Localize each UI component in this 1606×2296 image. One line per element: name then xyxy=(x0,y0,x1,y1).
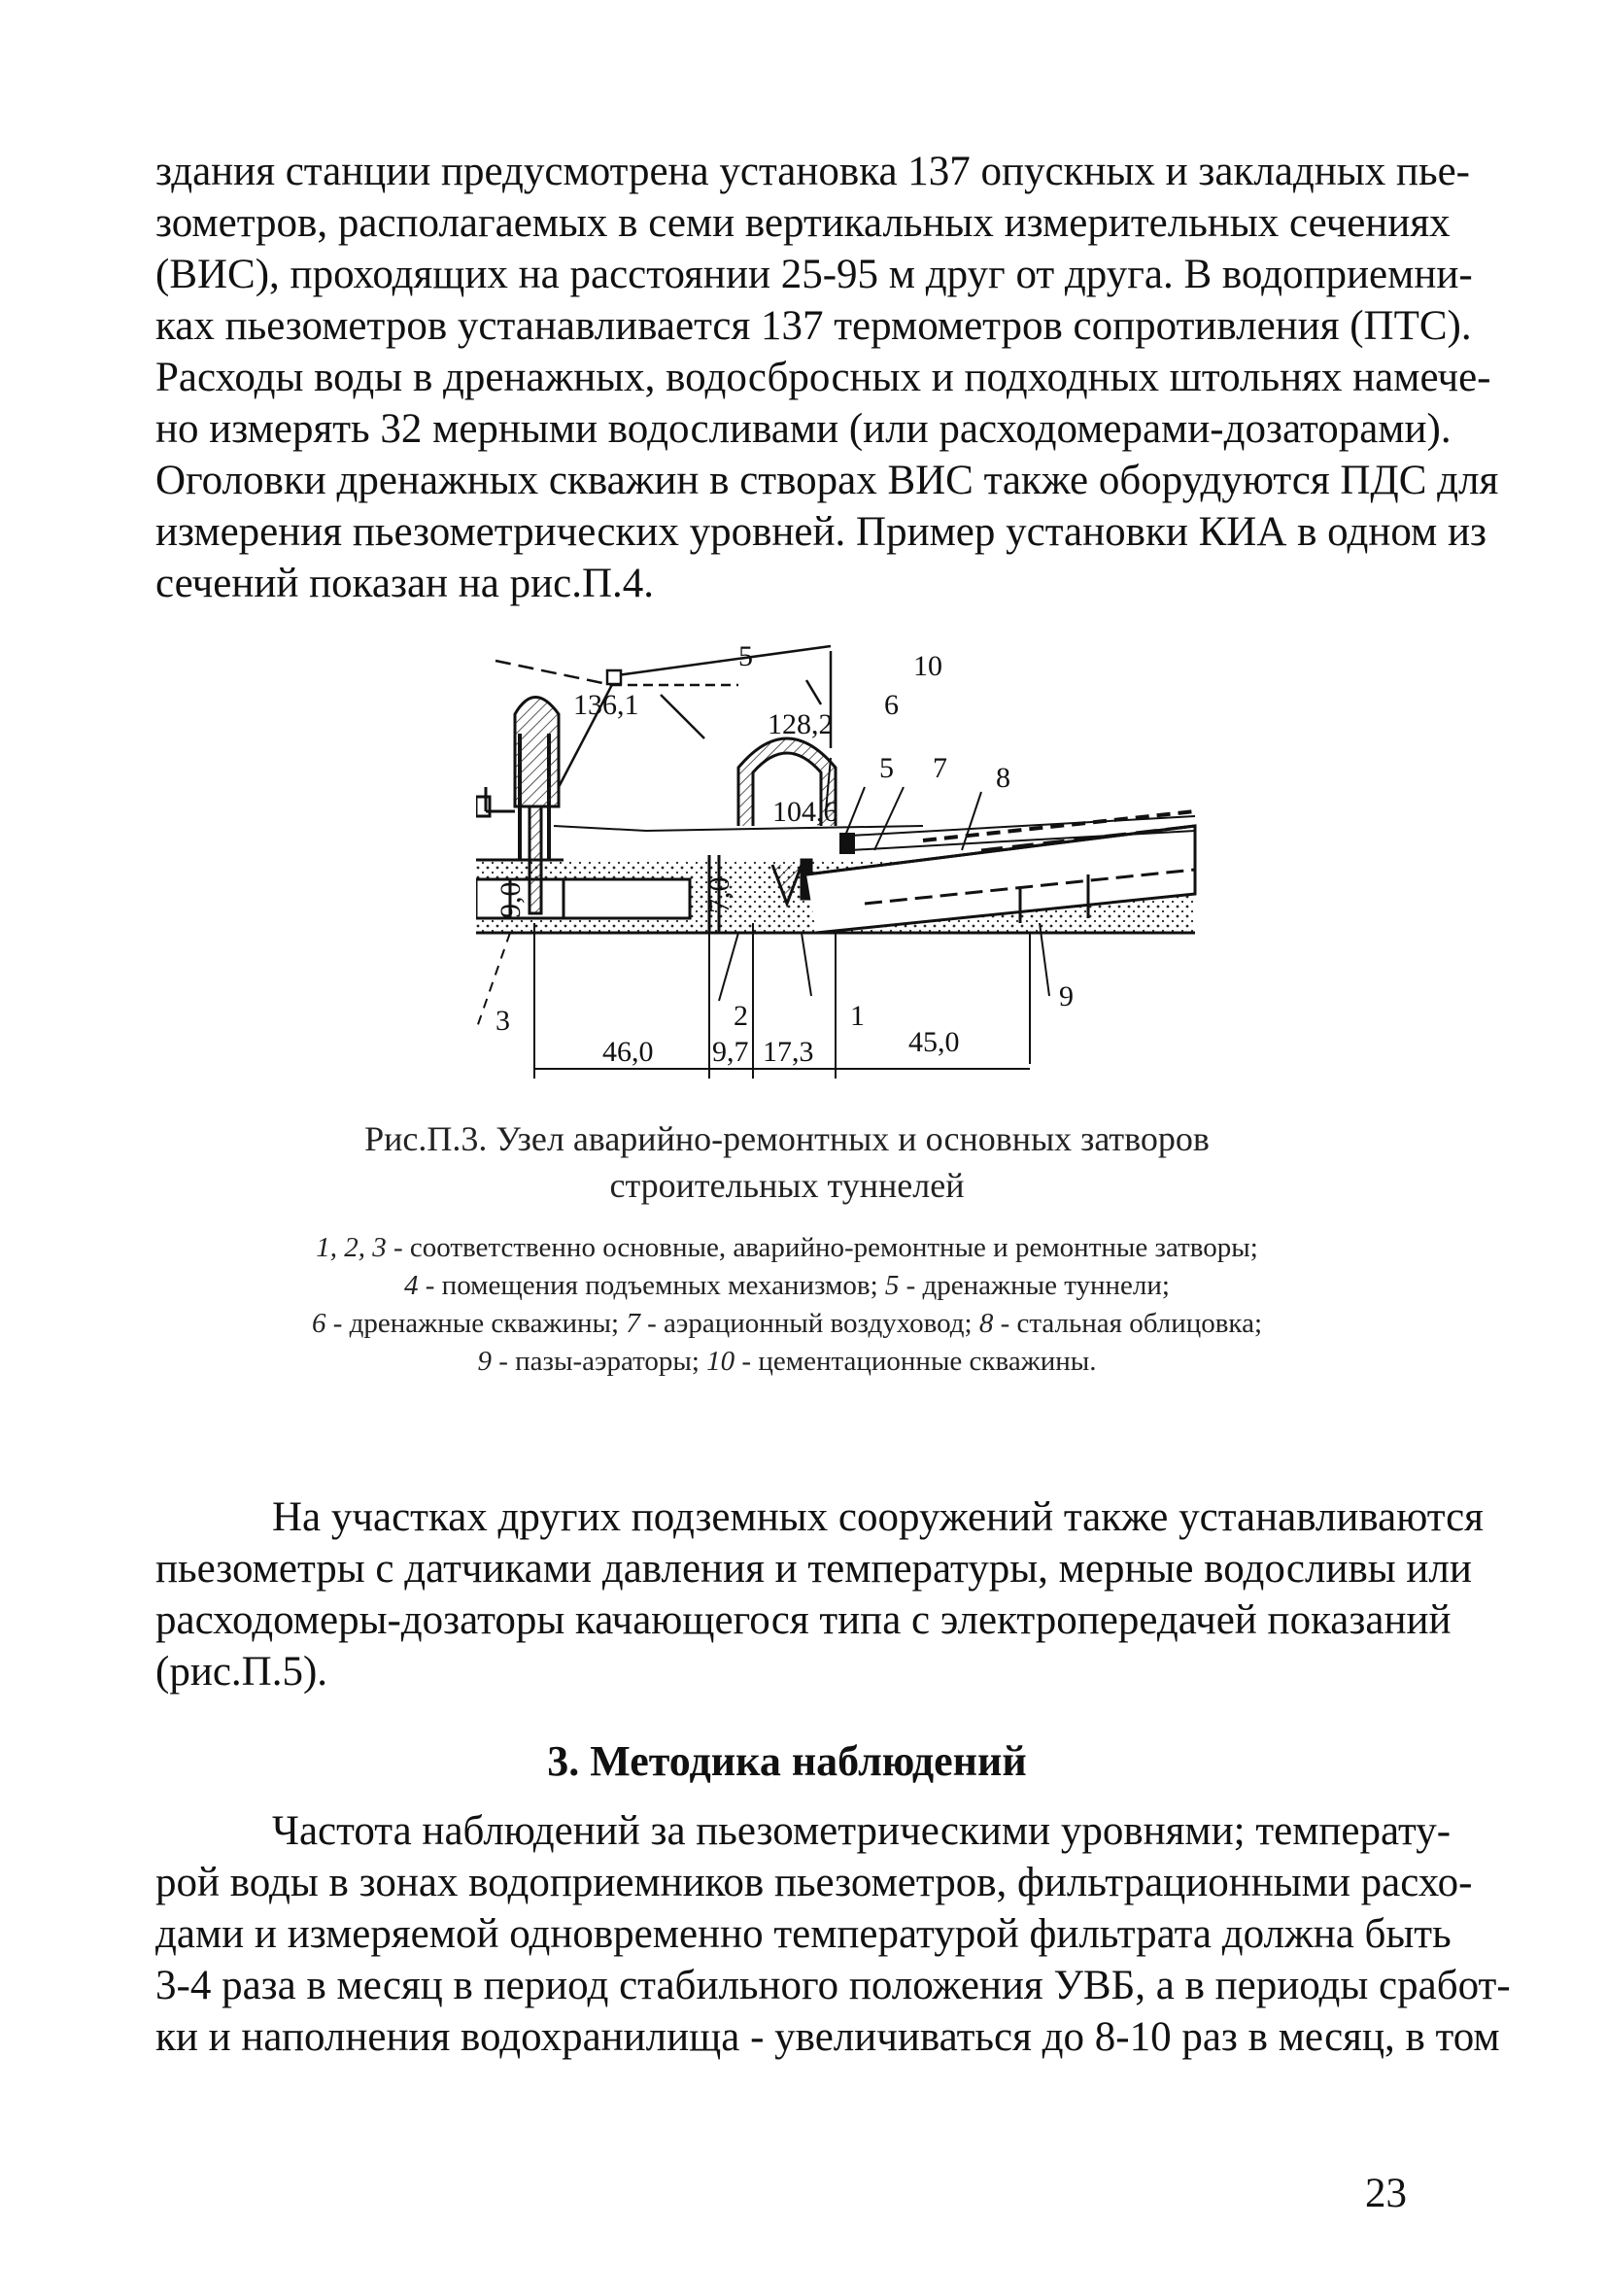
text-line: 3-4 раза в месяц в период стабильного положения УВБ, а в периоды сработ- xyxy=(155,1963,1511,2008)
elevation-128: 128,2 xyxy=(768,708,834,740)
text-line: Оголовки дренажных скважин в створах ВИС также оборудуются ПДС для xyxy=(155,458,1499,503)
elevation-104: 104,6 xyxy=(772,796,838,828)
height-9: 9,0 xyxy=(495,881,527,918)
label-7: 7 xyxy=(933,752,947,784)
page-number: 23 xyxy=(1365,2171,1407,2216)
elevation-136: 136,1 xyxy=(573,689,639,721)
text-line: рой воды в зонах водоприемников пьезометров, фильтрационными расхо- xyxy=(155,1860,1473,1905)
caption-line-2: строительных туннелей xyxy=(609,1166,965,1205)
paragraph-1 xyxy=(155,146,1499,609)
text-line: сечений показан на рис.П.4. xyxy=(155,561,655,606)
height-7: 7,0 xyxy=(703,876,735,913)
text-line: ках пьезометров устанавливается 137 термометров сопротивления (ПТС). xyxy=(155,303,1472,349)
label-9: 9 xyxy=(1059,980,1074,1012)
text-line: но измерять 32 мерными водосливами (или расходомерами-дозаторами). xyxy=(155,406,1452,452)
label-1: 1 xyxy=(850,1000,865,1032)
text-line: На участках других подземных сооружений также устанавливаются xyxy=(272,1494,1484,1540)
text-line: пьезометры с датчиками давления и температуры, мерные водосливы или xyxy=(155,1546,1472,1592)
text-line: ки и наполнения водохранилища - увеличиваться до 8-10 раз в месяц, в том xyxy=(155,2014,1500,2060)
dimension-17-3: 17,3 xyxy=(763,1036,814,1068)
dimension-9-7: 9,7 xyxy=(712,1036,749,1068)
label-5a: 5 xyxy=(738,641,753,672)
paragraph-2 xyxy=(155,1491,1484,1697)
label-10: 10 xyxy=(913,650,942,682)
text-line: (ВИС), проходящих на расстоянии 25-95 м друг от друга. В водоприемни- xyxy=(155,252,1473,297)
label-5b: 5 xyxy=(879,752,894,784)
label-8: 8 xyxy=(996,762,1010,794)
text-line: дами и измеряемой одновременно температурой фильтрата должна быть xyxy=(155,1911,1452,1957)
paragraph-3 xyxy=(155,1805,1511,2063)
legend-line-3: 6 - дренажные скважины; 7 - аэрационный воздуховод; 8 - стальная облицовка; xyxy=(311,1308,1263,1339)
label-2: 2 xyxy=(734,1000,748,1032)
text-line: расходомеры-дозаторы качающегося типа с электропередачей показаний xyxy=(155,1597,1452,1643)
text-line: измерения пьезометрических уровней. Пример установки КИА в одном из xyxy=(155,509,1486,555)
figure-legend xyxy=(155,1229,1418,1381)
section-heading: 3. Методика наблюдений xyxy=(547,1737,1027,1785)
text-line: Частота наблюдений за пьезометрическими уровнями; температу- xyxy=(272,1808,1452,1854)
text-line: зометров, располагаемых в семи вертикальных измерительных сечениях xyxy=(155,200,1451,246)
text-line: здания станции предусмотрена установка 137 опускных и закладных пье- xyxy=(155,149,1470,194)
label-6: 6 xyxy=(884,689,899,721)
legend-line-4: 9 - пазы-аэраторы; 10 - цементационные скважины. xyxy=(477,1346,1097,1377)
caption-line-1: Рис.П.3. Узел аварийно-ремонтных и основных затворов xyxy=(364,1119,1210,1158)
dimension-45: 45,0 xyxy=(908,1026,960,1058)
tunnel-gate-diagram xyxy=(476,641,1214,1098)
figure-caption xyxy=(155,1115,1418,1209)
label-3: 3 xyxy=(495,1005,510,1037)
legend-line-1: 1, 2, 3 - соответственно основные, аварийно-ремонтные и ремонтные затворы; xyxy=(316,1232,1258,1263)
text-line: Расходы воды в дренажных, водосбросных и подходных штольнях намече- xyxy=(155,355,1491,400)
legend-line-2: 4 - помещения подъемных механизмов; 5 - дренажные туннели; xyxy=(404,1270,1170,1301)
dimension-46: 46,0 xyxy=(602,1036,654,1068)
text-line: (рис.П.5). xyxy=(155,1649,328,1695)
